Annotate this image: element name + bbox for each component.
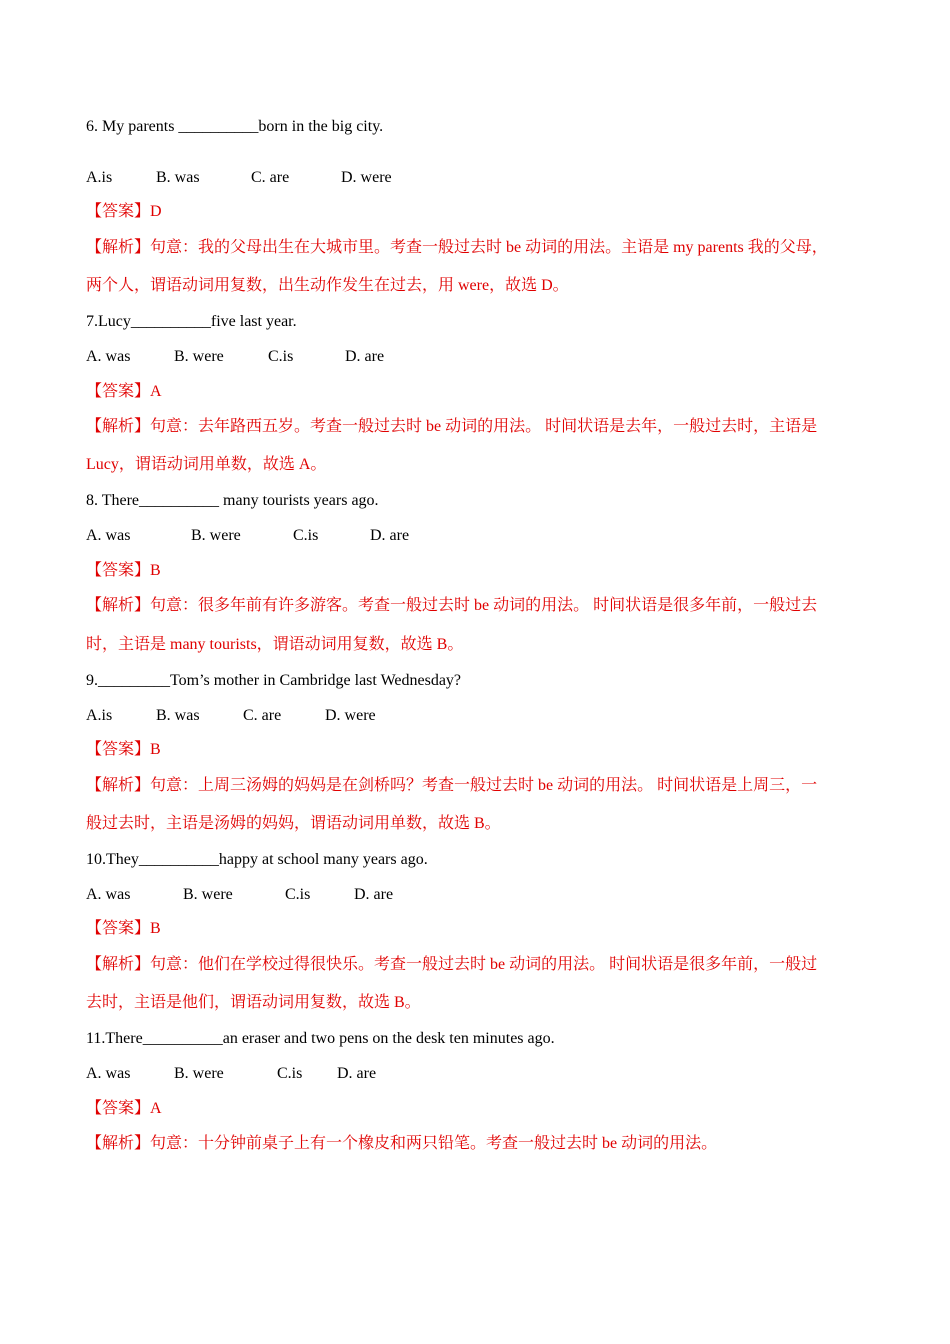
analysis-line-1: 【解析】句意：我的父母出生在大城市里。考查一般过去时 be 动词的用法。主语是 my parents 我的父母，: [86, 239, 828, 256]
analysis-line-1: 【解析】句意：很多年前有许多游客。考查一般过去时 be 动词的用法。 时间状语是很多年前，一般过去: [86, 597, 818, 614]
option-c: C. are: [243, 707, 282, 724]
option-c: C.is: [277, 1065, 303, 1082]
question-stem: 9._________Tom’s mother in Cambridge last Wednesday?: [86, 672, 462, 689]
analysis-line-1: 【解析】句意：上周三汤姆的妈妈是在剑桥吗？考查一般过去时 be 动词的用法。 时间状语是上周三，一: [86, 777, 818, 794]
option-b: B. was: [156, 169, 200, 186]
answer: 【答案】A: [86, 383, 162, 400]
question-stem: 10.They__________happy at school many years ago.: [86, 851, 428, 868]
analysis-line-2: Lucy，谓语动词用单数，故选 A。: [86, 456, 327, 473]
answer: 【答案】A: [86, 1100, 162, 1117]
option-b: B. were: [183, 886, 233, 903]
option-c: C.is: [285, 886, 311, 903]
analysis-line-1: 【解析】句意：去年路西五岁。考查一般过去时 be 动词的用法。 时间状语是去年，一般过去时，主语是: [86, 418, 818, 435]
option-b: B. was: [156, 707, 200, 724]
option-a: A.is: [86, 169, 113, 186]
option-d: D. are: [345, 348, 385, 365]
answer: 【答案】B: [86, 741, 161, 758]
option-b: B. were: [174, 348, 224, 365]
analysis-line-2: 两个人，谓语动词用复数，出生动作发生在过去，用 were，故选 D。: [86, 277, 569, 294]
option-b: B. were: [191, 527, 241, 544]
option-a: A.is: [86, 707, 113, 724]
analysis-line-2: 时，主语是 many tourists，谓语动词用复数，故选 B。: [86, 636, 464, 653]
option-b: B. were: [174, 1065, 224, 1082]
question-stem: 11.There__________an eraser and two pens on the desk ten minutes ago.: [86, 1030, 555, 1047]
option-a: A. was: [86, 348, 131, 365]
option-d: D. are: [337, 1065, 377, 1082]
answer: 【答案】D: [86, 203, 162, 220]
analysis-line-1: 【解析】句意：十分钟前桌子上有一个橡皮和两只铅笔。考查一般过去时 be 动词的用法。: [86, 1135, 718, 1152]
analysis-line-1: 【解析】句意：他们在学校过得很快乐。考查一般过去时 be 动词的用法。 时间状语是很多年前，一般过: [86, 956, 818, 973]
analysis-line-2: 去时，主语是他们，谓语动词用复数，故选 B。: [86, 994, 421, 1011]
option-a: A. was: [86, 886, 131, 903]
option-a: A. was: [86, 527, 131, 544]
option-d: D. were: [325, 707, 376, 724]
question-stem: 8. There__________ many tourists years ago.: [86, 492, 379, 509]
answer: 【答案】B: [86, 562, 161, 579]
option-c: C.is: [268, 348, 294, 365]
question-stem: 7.Lucy__________five last year.: [86, 313, 297, 330]
answer: 【答案】B: [86, 920, 161, 937]
option-d: D. were: [341, 169, 392, 186]
option-c: C.is: [293, 527, 319, 544]
analysis-line-2: 般过去时，主语是汤姆的妈妈，谓语动词用单数，故选 B。: [86, 815, 501, 832]
option-a: A. was: [86, 1065, 131, 1082]
option-c: C. are: [251, 169, 290, 186]
question-stem: 6. My parents __________born in the big city.: [86, 118, 384, 135]
option-d: D. are: [370, 527, 410, 544]
option-d: D. are: [354, 886, 394, 903]
